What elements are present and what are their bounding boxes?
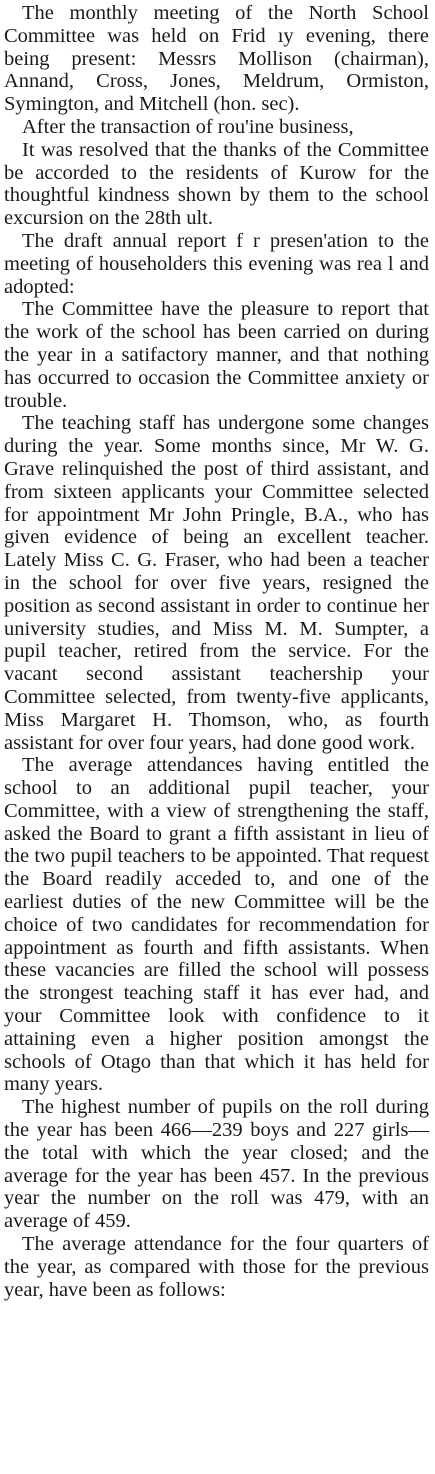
paragraph-teaching-staff: The teaching staff has undergone some changes during the year. Some months since, Mr W. G. Grave relinquished the post of third assistant, and from sixteen applicants your Committee selected for appointment Mr John Pringle, B.A., who has given evidence of being an excellent teacher. Lately Miss C. G. Fraser, who had been a teacher in the school for over five years, resigned the position as second assistant in order to continue her university studies, and Miss M. M. Sumpter, a pupil teacher, retired from the service. For the vacant second assistant teachership your Committee selected, from twenty-five applicants, Miss Margaret H. Thomson, who, as fourth assistant for over four years, had done good work.	[4, 412, 429, 754]
paragraph-meeting-attendance: The monthly meeting of the North School Committee was held on Frid ıy evening, there being present: Messrs Mollison (chairman), Annand, Cross, Jones, Meldrum, Ormiston, Symington, and Mitchell (hon. sec).	[4, 2, 429, 116]
paragraph-roll-numbers: The highest number of pupils on the roll during the year has been 466—239 boys and 227 girls—the total with which the year closed; and the average for the year has been 457. In the previous year the number on the roll was 479, with an average of 459.	[4, 1096, 429, 1233]
paragraph-average-attendances: The average attendances having entitled the school to an additional pupil teacher, your Committee, with a view of strengthening the staff, asked the Board to grant a fifth assistant in lieu of the two pupil teachers to be appointed. That request the Board readily acceded to, and one of the earliest duties of the new Committee will be the choice of two candidates for recommendation for appointment as fourth and fifth assistants. When these vacancies are filled the school will possess the strongest teaching staff it has ever had, and your Committee look with confidence to it attaining even a higher position amongst the schools of Otago than that which it has held for many years.	[4, 754, 429, 1096]
paragraph-routine-business: After the transaction of rou'ine business,	[22, 115, 354, 138]
paragraph-draft-report: The draft annual report f r presen'ation to the meeting of householders this evening was rea l and adopted:	[4, 229, 429, 298]
paragraph-kurow-thanks: It was resolved that the thanks of the Committee be accorded to the residents of Kurow for the thoughtful kindness shown by them to the school excursion on the 28th ult.	[4, 138, 429, 230]
paragraph-quarterly-attendance: The average attendance for the four quarters of the year, as compared with those for the previous year, have been as follows:	[4, 1233, 429, 1301]
paragraph-committee-pleasure: The Committee have the pleasure to report that the work of the school has been carried on during the year in a satifactory manner, and that nothing has occurred to occasion the Committee anxiety or trouble.	[4, 298, 429, 412]
